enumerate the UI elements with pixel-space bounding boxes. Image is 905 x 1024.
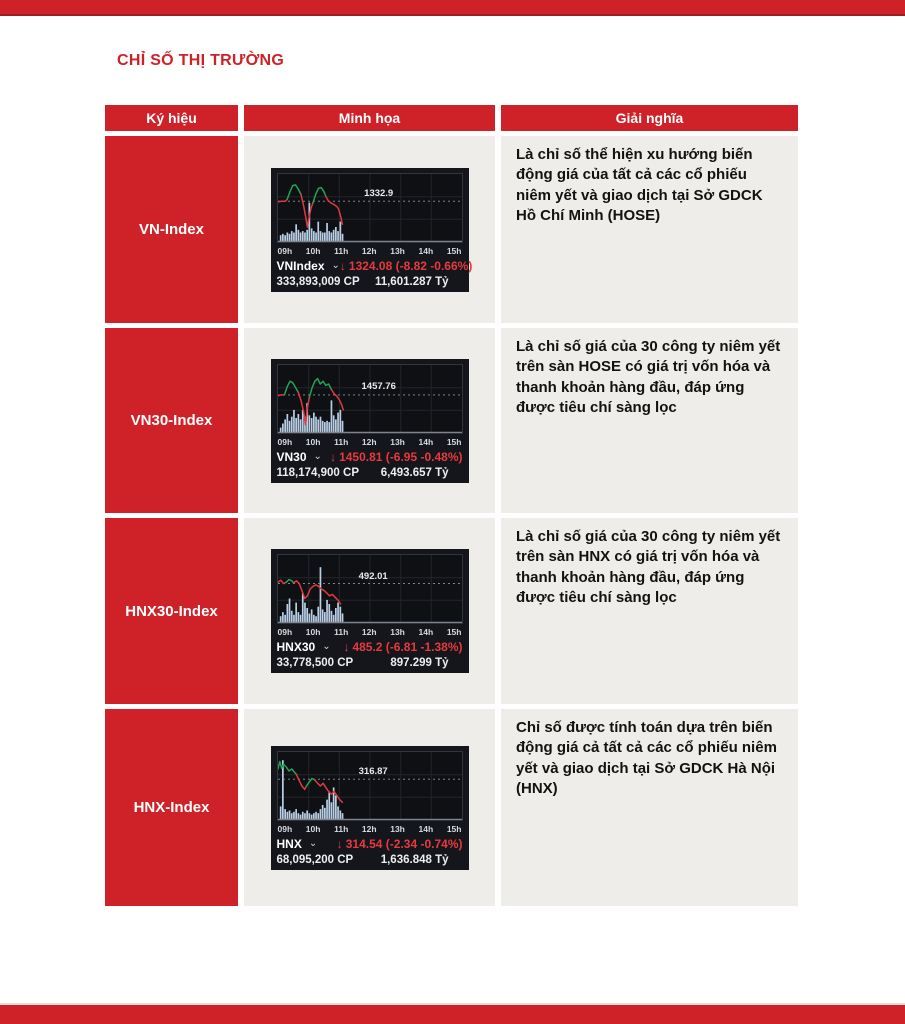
volume-shares: 333,893,009 CP	[276, 275, 360, 288]
reference-price-label: 492.01	[358, 570, 388, 582]
price-chart-svg	[278, 555, 462, 623]
time-tick: 14h	[418, 823, 434, 834]
index-description	[501, 709, 798, 906]
index-symbol: HNX-Index	[133, 799, 210, 816]
price-chart-svg	[278, 365, 462, 433]
time-axis	[277, 243, 463, 257]
index-symbol-cell	[105, 709, 238, 906]
time-tick: 15h	[446, 245, 462, 256]
price-chart-plot	[277, 751, 463, 821]
time-tick: 10h	[305, 245, 321, 256]
chevron-down-icon[interactable]: ⌄	[322, 641, 331, 652]
time-tick: 09h	[277, 823, 293, 834]
ticker-info-row	[277, 640, 463, 654]
time-tick: 14h	[418, 436, 434, 447]
index-symbol-cell	[105, 136, 238, 323]
chevron-down-icon[interactable]: ⌄	[331, 259, 340, 271]
last-price-and-change: 1324.08 (-8.82 -0.66%)	[348, 258, 473, 273]
index-description	[501, 328, 798, 513]
stock-chart-card	[271, 746, 469, 870]
time-axis	[277, 434, 463, 448]
time-tick: 12h	[361, 436, 377, 447]
index-description-text: Chỉ số được tính toán dựa trên biến động giá cả tất cả các cổ phiếu niêm yết và giao dịch tại Sở GDCK Hà Nội (HNX)	[516, 719, 777, 798]
chart-cell	[244, 518, 495, 704]
price-change	[343, 640, 462, 654]
index-description-text: Là chỉ số thể hiện xu hướng biến động giá của tất cả các cổ phiếu niêm yết và giao dịch tại Sở GDCK Hồ Chí Minh (HOSE)	[516, 146, 763, 225]
stock-chart-card	[271, 168, 473, 292]
time-tick: 14h	[418, 245, 434, 256]
chart-cell	[244, 709, 495, 906]
time-tick: 12h	[361, 245, 377, 256]
price-change	[330, 450, 462, 464]
chart-cell	[244, 136, 495, 323]
ticker-symbol[interactable]: HNX30	[276, 640, 316, 654]
last-price-and-change: 1450.81 (-6.95 -0.48%)	[339, 449, 463, 464]
volume-row	[277, 854, 463, 866]
time-tick: 15h	[446, 627, 462, 637]
volume-shares: 33,778,500 CP	[276, 657, 354, 669]
ticker-dropdown[interactable]	[277, 837, 318, 851]
price-chart-plot	[277, 173, 463, 243]
table-row	[105, 709, 798, 906]
down-arrow-icon: ↓	[343, 640, 350, 654]
time-tick: 10h	[305, 436, 321, 447]
ticker-symbol[interactable]: HNX	[276, 836, 302, 851]
price-change	[337, 837, 463, 851]
ticker-symbol[interactable]: VN30	[276, 449, 307, 464]
down-arrow-icon: ↓	[336, 836, 343, 851]
time-tick: 13h	[390, 823, 405, 834]
time-tick: 09h	[277, 436, 293, 447]
bottom-red-bar	[0, 1003, 905, 1024]
time-tick: 14h	[418, 627, 434, 637]
time-tick: 11h	[334, 823, 349, 834]
reference-price-label: 316.87	[358, 765, 388, 777]
time-tick: 12h	[361, 823, 377, 834]
time-tick: 11h	[334, 627, 349, 637]
volume-row	[277, 467, 463, 479]
volume-shares: 118,174,900 CP	[276, 466, 359, 479]
price-chart-svg	[278, 174, 462, 242]
ticker-info-row	[276, 258, 473, 273]
time-tick: 09h	[277, 245, 293, 256]
last-price-and-change: 485.2 (-6.81 -1.38%)	[352, 640, 463, 654]
turnover-value: 897.299 Tỷ	[390, 657, 449, 669]
table-body	[105, 136, 798, 906]
time-tick: 09h	[277, 627, 293, 637]
top-red-bar	[0, 0, 905, 16]
chart-cell	[244, 328, 495, 513]
header-minh-hoa: Minh họa	[244, 105, 495, 131]
volume-shares: 68,095,200 CP	[276, 853, 354, 866]
market-index-table	[105, 105, 798, 911]
down-arrow-icon: ↓	[330, 449, 337, 464]
index-description-text: Là chỉ số giá của 30 công ty niêm yết trên sàn HNX có giá trị vốn hóa và thanh khoản hàng đầu, đáp ứng được tiêu chí sàng lọc	[516, 528, 781, 607]
time-tick: 10h	[305, 823, 321, 834]
ticker-info-row	[277, 837, 463, 851]
stock-chart-card	[271, 359, 469, 483]
price-chart-plot	[277, 554, 463, 624]
time-tick: 10h	[305, 627, 321, 637]
time-tick: 13h	[390, 627, 405, 637]
index-symbol: VN-Index	[138, 221, 204, 238]
chevron-down-icon[interactable]: ⌄	[308, 837, 318, 849]
time-axis	[277, 821, 463, 835]
time-axis	[277, 624, 463, 638]
index-symbol: HNX30-Index	[125, 602, 218, 620]
volume-row	[277, 657, 463, 669]
time-tick: 11h	[334, 436, 349, 447]
index-symbol: VN30-Index	[130, 412, 213, 429]
time-tick: 15h	[446, 436, 462, 447]
index-description	[501, 518, 798, 704]
header-ky-hieu: Ký hiệu	[105, 105, 238, 131]
ticker-symbol[interactable]: VNIndex	[276, 258, 325, 273]
price-chart-svg	[278, 752, 462, 820]
time-tick: 15h	[446, 823, 462, 834]
ticker-dropdown[interactable]	[277, 640, 331, 654]
index-symbol-cell	[105, 328, 238, 513]
index-description-text: Là chỉ số giá của 30 công ty niêm yết trên sàn HOSE có giá trị vốn hóa và thanh khoản hàng đầu, đáp ứng được tiêu chí sàng lọc	[516, 338, 781, 417]
time-tick: 13h	[390, 436, 405, 447]
reference-price-label: 1457.76	[361, 381, 396, 393]
ticker-dropdown[interactable]	[277, 450, 322, 464]
volume-row	[277, 276, 463, 288]
last-price-and-change: 314.54 (-2.34 -0.74%)	[345, 836, 463, 851]
time-tick: 12h	[361, 627, 377, 637]
time-tick: 11h	[334, 245, 349, 256]
index-symbol-cell	[105, 518, 238, 704]
chevron-down-icon[interactable]: ⌄	[313, 450, 322, 462]
price-change	[340, 259, 472, 273]
page-title: CHỈ SỐ THỊ TRƯỜNG	[117, 52, 285, 69]
index-description	[501, 136, 798, 323]
price-chart-plot	[277, 364, 463, 434]
table-header-row	[105, 105, 798, 131]
turnover-value: 1,636.848 Tỷ	[380, 853, 449, 866]
table-row	[105, 328, 798, 513]
turnover-value: 11,601.287 Tỷ	[374, 275, 449, 288]
table-row	[105, 136, 798, 323]
turnover-value: 6,493.657 Tỷ	[380, 466, 449, 479]
time-tick: 13h	[390, 245, 405, 256]
reference-price-label: 1332.9	[364, 187, 394, 199]
header-giai-nghia: Giải nghĩa	[501, 105, 798, 131]
stock-chart-card	[271, 549, 469, 673]
down-arrow-icon: ↓	[339, 258, 346, 273]
ticker-dropdown[interactable]	[277, 259, 340, 273]
ticker-info-row	[277, 450, 463, 464]
table-row	[105, 518, 798, 704]
